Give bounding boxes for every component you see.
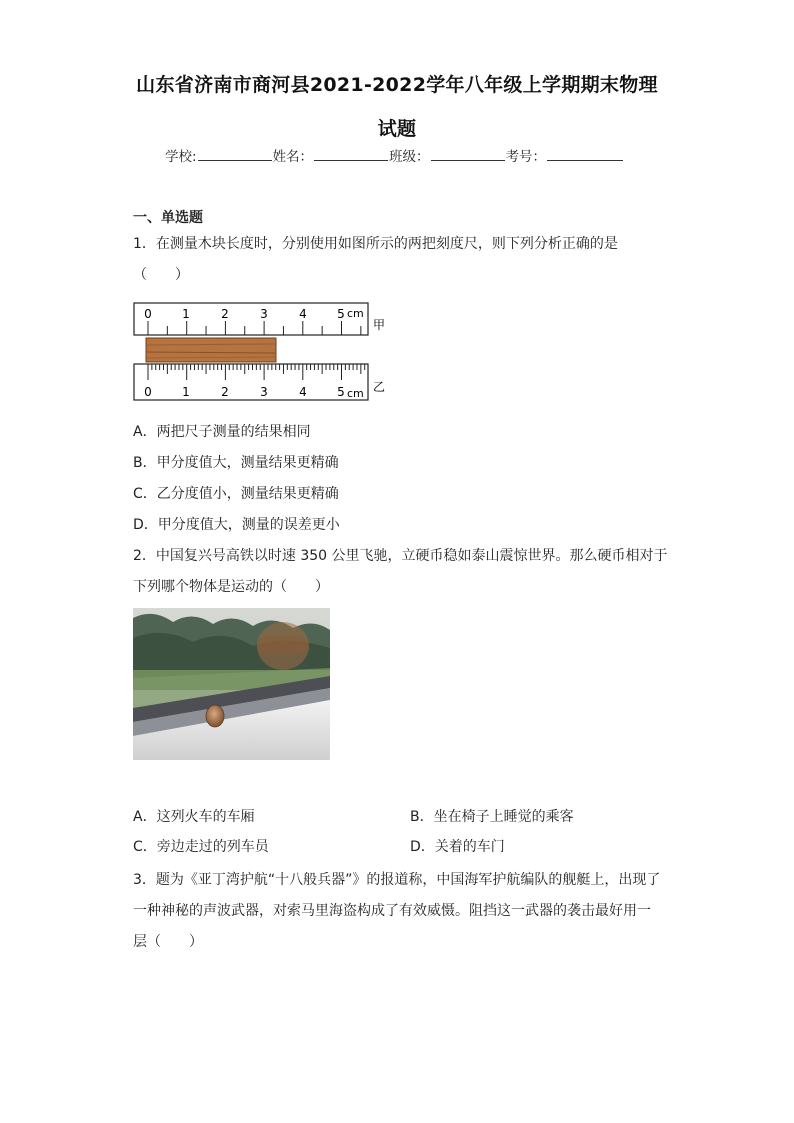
class-blank[interactable] [431,147,505,161]
name-blank[interactable] [314,147,388,161]
number-label: 考号： [505,149,547,165]
ruler-yi-tick-4: 4 [299,385,307,399]
school-blank[interactable] [198,147,272,161]
q2-option-b[interactable]: B．坐在椅子上睡觉的乘客 [410,809,574,825]
ruler-yi-name: 乙 [373,380,386,394]
ruler-jia-body [134,303,368,335]
ruler-yi-unit: cm [347,387,364,400]
class-label: 班级： [389,149,430,165]
ruler-jia-tick-0: 0 [144,307,152,321]
q2-option-c[interactable]: C．旁边走过的列车员 [133,839,269,855]
name-label: 姓名： [272,149,314,165]
ruler-figure [132,300,394,404]
q1-option-a[interactable]: A．两把尺子测量的结果相同 [133,424,311,440]
q1-option-b[interactable]: B．甲分度值大，测量结果更精确 [133,455,339,471]
wood-block [146,338,276,362]
ruler-jia-tick-3: 3 [260,307,268,321]
q2-option-d[interactable]: D．关着的车门 [410,839,505,855]
q1-option-d[interactable]: D．甲分度值大，测量的误差更小 [133,517,340,533]
q1-paren: （ ） [133,267,189,283]
exam-title-line2: 试题 [377,118,417,140]
ruler-jia-tick-1: 1 [182,307,190,321]
ruler-jia-tick-4: 4 [299,307,307,321]
q1-stem: 1．在测量木块长度时，分别使用如图所示的两把刻度尺，则下列分析正确的是 [133,236,618,252]
exam-title-line1: 山东省济南市商河县2021-2022学年八年级上学期期末物理 [136,74,658,96]
ruler-yi-tick-0: 0 [144,385,152,399]
ruler-yi-body [134,364,368,400]
ruler-yi-tick-3: 3 [260,385,268,399]
ruler-jia-tick-5: 5 [337,307,345,321]
section-title: 一、单选题 [133,210,203,226]
q3-stem-line3: 层（ ） [133,934,203,950]
q2-stem-line1: 2．中国复兴号高铁以时速 350 公里飞驰，立硬币稳如泰山震惊世界。那么硬币相对于 [133,548,668,564]
q3-stem-line2: 一种神秘的声波武器，对索马里海盗构成了有效威慑。阻挡这一武器的袭击最好用一 [133,903,651,919]
q2-stem-line2: 下列哪个物体是运动的（ ） [133,579,329,595]
ruler-yi-tick-2: 2 [221,385,229,399]
ruler-yi-tick-5: 5 [337,385,345,399]
student-info-row [165,145,624,165]
ruler-jia-name: 甲 [373,318,386,332]
ruler-yi-tick-1: 1 [182,385,190,399]
q1-option-c[interactable]: C．乙分度值小，测量结果更精确 [133,486,339,502]
school-label: 学校: [165,149,197,165]
coin-on-train-photo [133,608,330,760]
q2-option-a[interactable]: A．这列火车的车厢 [133,809,255,825]
ruler-jia-tick-2: 2 [221,307,229,321]
q3-stem-line1: 3．题为《亚丁湾护航“十八般兵器”》的报道称，中国海军护航编队的舰艇上，出现了 [133,872,661,888]
ruler-jia-unit: cm [347,307,364,320]
number-blank[interactable] [547,147,623,161]
